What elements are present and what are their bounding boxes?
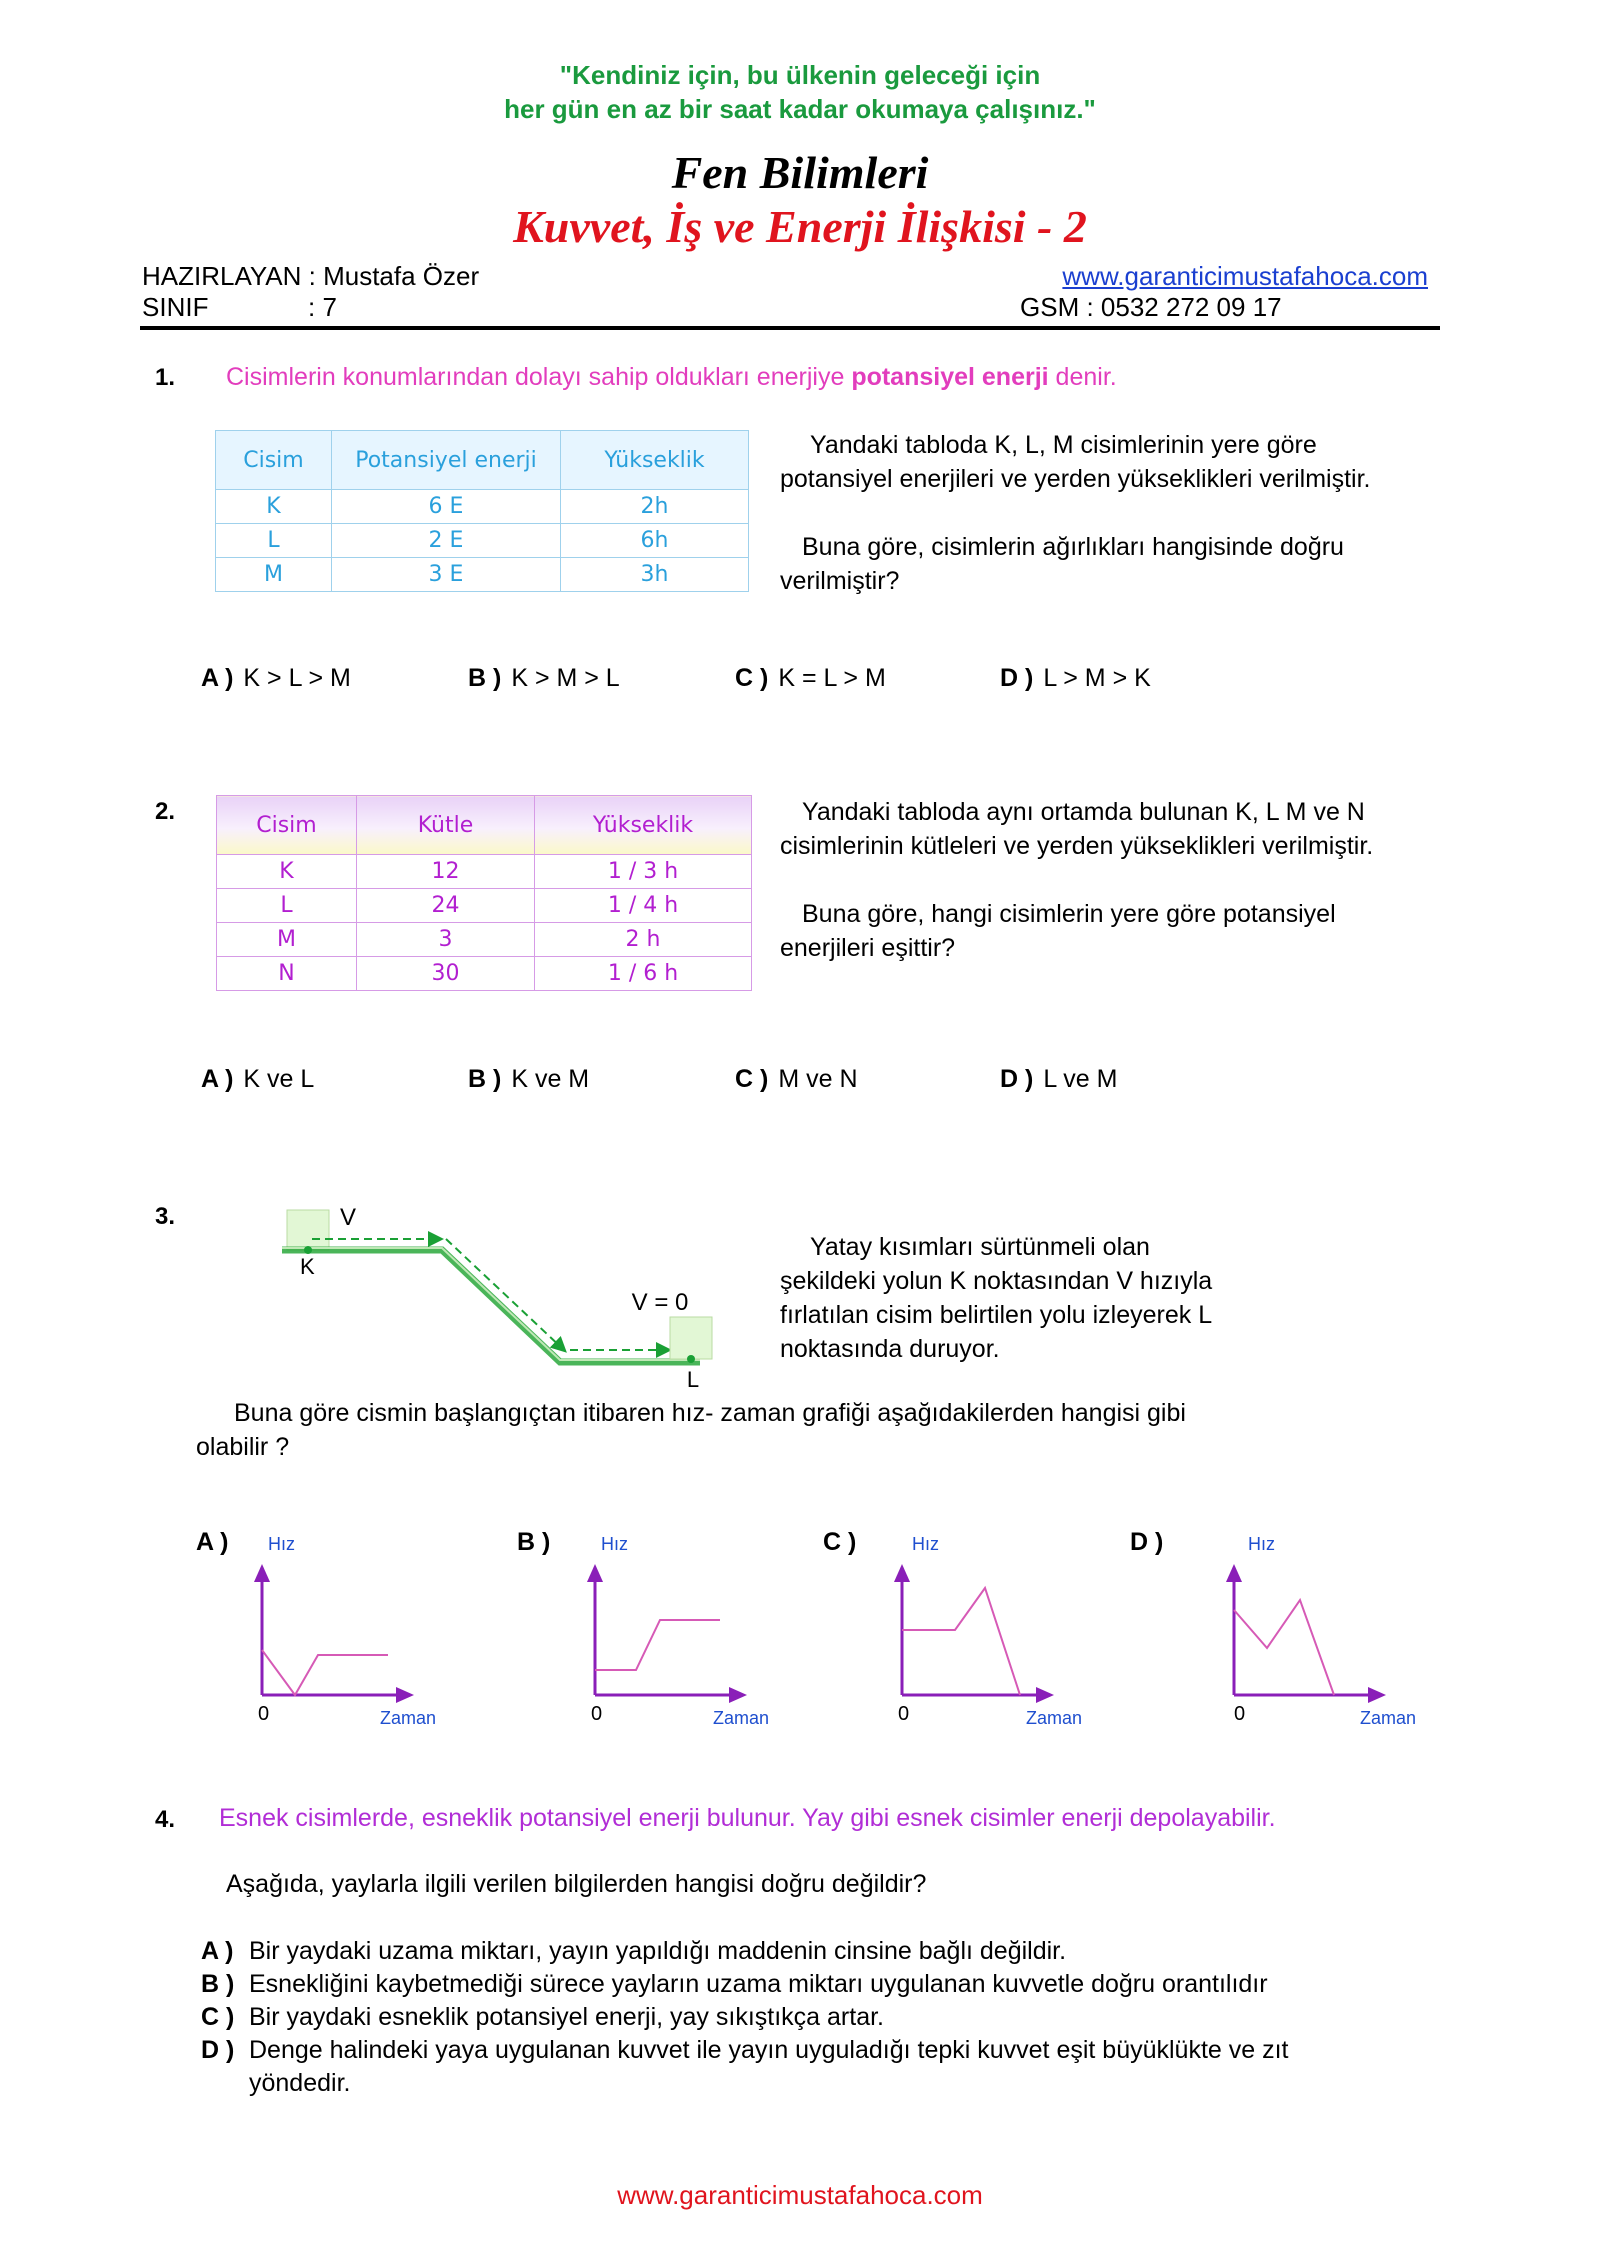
graph-b [573,1530,783,1730]
q1-option-b[interactable]: B ) K > M > L [468,664,620,692]
table-row [217,889,752,923]
q2-option-b[interactable]: B ) K ve M [468,1065,590,1093]
q1-th-potansiyel: Potansiyel enerji [332,431,561,490]
axis-label-hiz: Hız [601,1534,628,1554]
q4-option-c[interactable]: C ) Bir yaydaki esneklik potansiyel enerji, yay sıkıştıkça artar. [201,2003,884,2031]
q4-option-a[interactable]: A ) Bir yaydaki uzama miktarı, yayın yapıldığı maddenin cinsine bağlı değildir. [201,1937,1067,1965]
table-row [217,923,752,957]
q2-th-kutle: Kütle [357,796,535,855]
table-row [217,957,752,991]
table-row [216,558,749,592]
footer-website[interactable]: www.garanticimustafahoca.com [617,2180,983,2210]
table-cell: 3 [357,923,535,957]
graph-line [262,1650,388,1695]
q1-text: Yandaki tabloda K, L, M cisimlerinin yere göre potansiyel enerjileri ve yerden yükseklikleri verilmiştir. Buna göre, cisimlerin ağırlıkları hangisinde doğru verilmiştir? [780,431,1371,595]
table-cell: 1 / 4 h [535,889,752,923]
q1-number: 1. [155,364,176,391]
q2-th-yukseklik: Yükseklik [535,796,752,855]
class-label: SINIF [142,292,209,322]
table-cell: 6 E [332,490,561,524]
q4-intro: Esnek cisimlerde, esneklik potansiyel enerji bulunur. Yay gibi esnek cisimler enerji depolayabilir. [219,1804,1276,1832]
q3-option-c[interactable]: C ) [823,1528,857,1556]
q4-option-b[interactable]: B ) Esnekliğini kaybetmediği sürece yayların uzama miktarı uygulanan kuvvetle doğru orantılıdır [201,1970,1268,1998]
motion-arrow [446,1239,564,1350]
table-cell: M [217,923,357,957]
axis-label-zaman: Zaman [380,1708,437,1728]
q2-option-a[interactable]: A ) K ve L [201,1065,315,1093]
axis-label-zaman: Zaman [1026,1708,1083,1728]
graph-line [1234,1600,1334,1695]
label-v: V [340,1204,357,1231]
q4-option-d[interactable]: D ) Denge halindeki yaya uygulanan kuvvet ile yayın uyguladığı tepki kuvvet eşit büyüklükte ve zıt [201,2036,1289,2064]
axis-label-hiz: Hız [268,1534,295,1554]
table-cell: 3 E [332,558,561,592]
graph-line [902,1588,1020,1695]
topic-title: Kuvvet, İş ve Enerji İlişkisi - 2 [513,201,1087,252]
q1-option-c[interactable]: C ) K = L > M [735,664,886,692]
label-l: L [686,1367,700,1392]
q2-table [216,795,752,991]
graph-d [1212,1530,1422,1730]
axis-label-zaman: Zaman [713,1708,770,1728]
subject-title: Fen Bilimleri [671,147,929,198]
q2-th-cisim: Cisim [217,796,357,855]
graph-line [595,1620,720,1670]
axis-origin: 0 [591,1703,603,1725]
quote-line-2: her gün en az bir saat kadar okumaya çalışınız." [504,94,1096,124]
q1-option-a[interactable]: A ) K > L > M [201,664,351,692]
block-k [287,1210,329,1250]
q1-intro: Cisimlerin konumlarından dolayı sahip oldukları enerjiye potansiyel enerji denir. [226,363,1117,391]
axis-origin: 0 [1234,1703,1246,1725]
table-cell: 3h [561,558,749,592]
q1-th-cisim: Cisim [216,431,332,490]
block-l [670,1317,712,1359]
axis-label-hiz: Hız [912,1534,939,1554]
table-cell: M [216,558,332,592]
q4-options [201,1935,1289,2100]
axis-label-zaman: Zaman [1360,1708,1417,1728]
q3-track-figure [270,1195,750,1395]
axis-origin: 0 [898,1703,910,1725]
q2-option-c[interactable]: C ) M ve N [735,1065,858,1093]
table-cell: N [217,957,357,991]
axis-origin: 0 [258,1703,270,1725]
header-divider [140,326,1440,330]
q4-number: 4. [155,1806,176,1833]
table-cell: L [216,524,332,558]
q3-text: Yatay kısımları sürtünmeli olan şekildeki yolun K noktasından V hızıyla fırlatılan cisim belirtilen yolu izleyerek L noktasında duruyor. [780,1233,1213,1363]
table-cell: K [216,490,332,524]
table-cell: 12 [357,855,535,889]
label-v0: V = 0 [631,1289,689,1316]
q2-option-d[interactable]: D ) L ve M [1000,1065,1118,1093]
table-cell: 1 / 6 h [535,957,752,991]
table-cell: 2h [561,490,749,524]
table-cell: 1 / 3 h [535,855,752,889]
q3-option-d[interactable]: D ) [1130,1528,1164,1556]
q2-text: Yandaki tabloda aynı ortamda bulunan K, L M ve N cisimlerinin kütleleri ve yerden yükseklikleri verilmiştir. Buna göre, hangi cisimlerin yere göre potansiyel enerjileri eşittir? [780,798,1374,962]
table-cell: 6h [561,524,749,558]
table-cell: 2 E [332,524,561,558]
graph-c [880,1530,1090,1730]
q1-option-d[interactable]: D ) L > M > K [1000,664,1151,692]
table-cell: K [217,855,357,889]
q1-th-yukseklik: Yükseklik [561,431,749,490]
table-cell: 30 [357,957,535,991]
graph-a [240,1530,450,1730]
q3-option-a[interactable]: A ) [196,1528,229,1556]
website-link[interactable]: www.garanticimustafahoca.com [1062,261,1428,291]
quote-line-1: "Kendiniz için, bu ülkenin geleceği için [559,60,1041,90]
q2-number: 2. [155,798,176,825]
q1-table [215,430,749,592]
q3-option-b[interactable]: B ) [517,1528,551,1556]
q3-number: 3. [155,1203,176,1230]
table-row [217,855,752,889]
author-line: HAZIRLAYAN : Mustafa Özer [142,261,480,291]
class-value: : 7 [308,292,337,322]
q3-question: Buna göre cismin başlangıçtan itibaren hız- zaman grafiği aşağıdakilerden hangisi gibi olabilir ? [196,1399,1186,1461]
label-k: K [300,1254,315,1279]
phone-number: GSM : 0532 272 09 17 [1020,292,1282,322]
table-cell: L [217,889,357,923]
axis-label-hiz: Hız [1248,1534,1275,1554]
q4-option-d-cont: yöndedir. [249,2069,351,2097]
q4-question: Aşağıda, yaylarla ilgili verilen bilgilerden hangisi doğru değildir? [226,1870,927,1898]
table-cell: 24 [357,889,535,923]
table-row [216,490,749,524]
table-row [216,524,749,558]
table-cell: 2 h [535,923,752,957]
